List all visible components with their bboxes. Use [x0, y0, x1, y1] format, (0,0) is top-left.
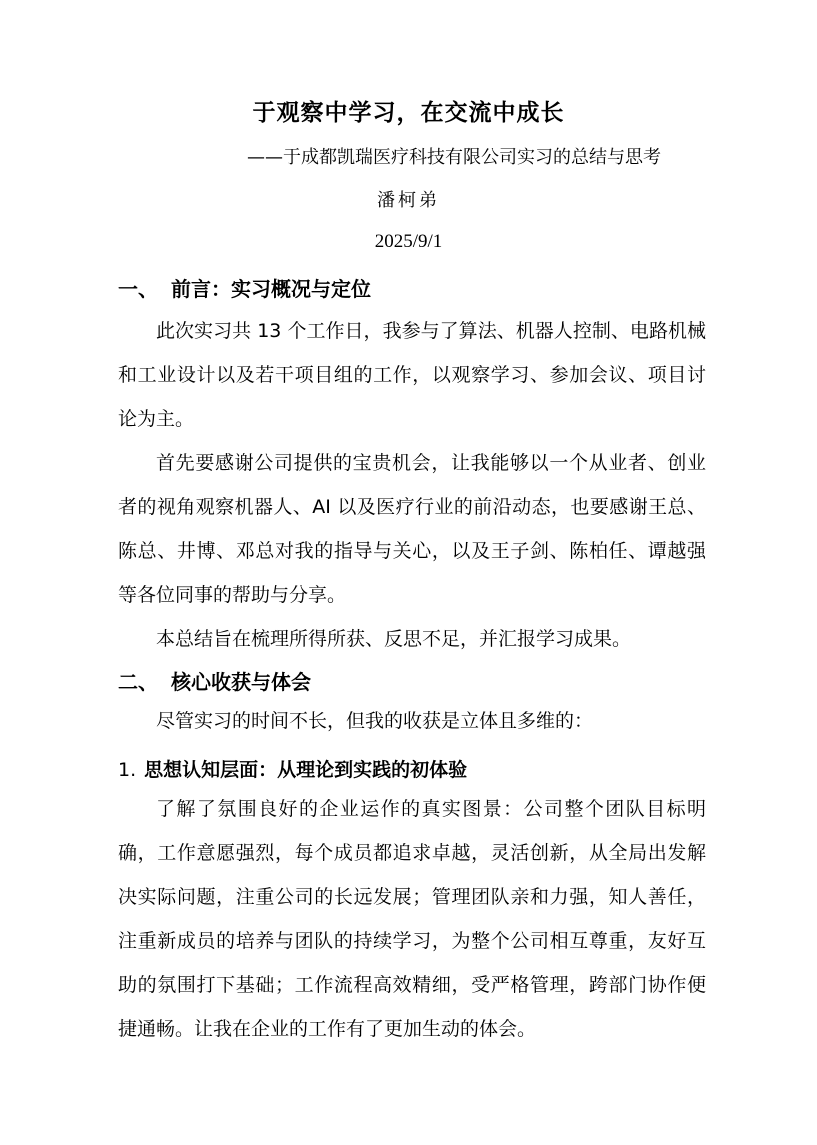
document-subtitle: ——于成都凯瑞医疗科技有限公司实习的总结与思考	[247, 147, 661, 168]
section-2-title: 核心收获与体会	[171, 670, 311, 694]
author-name: 潘柯弟	[377, 190, 440, 211]
section-1-heading	[118, 273, 371, 302]
subsection-1-paragraph: 了解了氛围良好的企业运作的真实图景：公司整个团队目标明确，工作意愿强烈，每个成员都追求卓越，灵活创新，从全局出发解决实际问题，注重公司的长远发展；管理团队亲和力强，知人善任，注重新成员的培养与团队的持续学习，为整个公司相互尊重，友好互助的氛围打下基础；工作流程高效精细，受严格管理，跨部门协作便捷通畅。让我在企业的工作有了更加生动的体会。	[118, 798, 706, 1040]
section-2-intro: 尽管实习的时间不长，但我的收获是立体且多维的：	[156, 710, 594, 732]
section-1-paragraph-1: 此次实习共 13 个工作日，我参与了算法、机器人控制、电路机械和工业设计以及若干项目组的工作，以观察学习、参加会议、项目讨论为主。	[118, 320, 706, 430]
subsection-1-title: 思想认知层面：从理论到实践的初体验	[144, 759, 468, 781]
document-title: 于观察中学习，在交流中成长	[252, 100, 565, 126]
section-1-paragraph-3: 本总结旨在梳理所得所获、反思不足，并汇报学习成果。	[156, 628, 632, 650]
subsection-1-heading	[118, 755, 467, 782]
section-2-number: 二、	[118, 670, 158, 694]
document-date: 2025/9/1	[374, 231, 443, 252]
section-1-title: 前言：实习概况与定位	[171, 277, 371, 301]
section-1-paragraph-2: 首先要感谢公司提供的宝贵机会，让我能够以一个从业者、创业者的视角观察机器人、AI 以及医疗行业的前沿动态，也要感谢王总、陈总、井博、邓总对我的指导与关心，以及王子剑、陈柏任、谭越强等各位同事的帮助与分享。	[118, 452, 706, 606]
section-1-number: 一、	[118, 277, 158, 301]
subsection-1-number: 1.	[118, 759, 137, 781]
section-2-heading	[118, 666, 311, 695]
